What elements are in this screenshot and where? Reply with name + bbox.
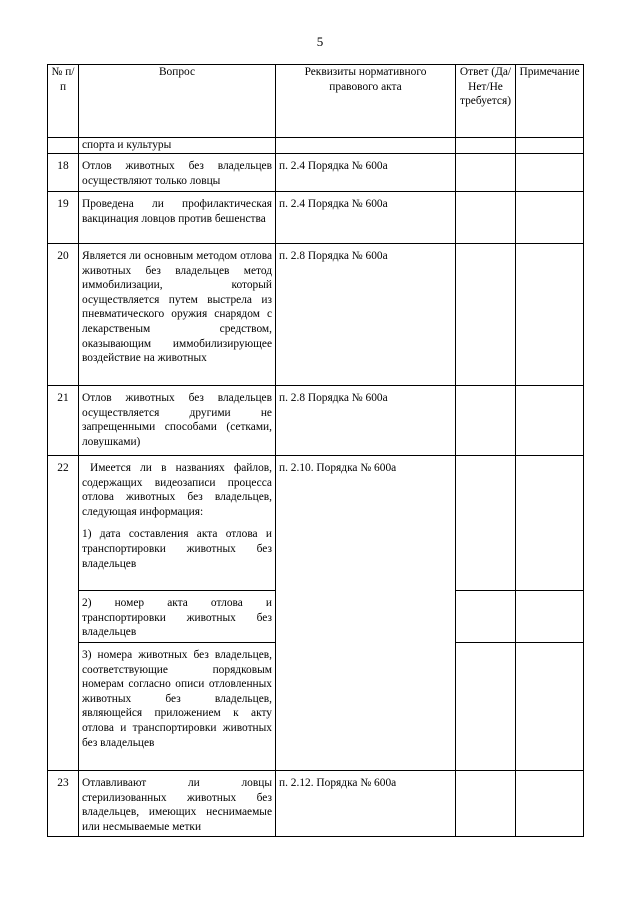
answer-cell[interactable] [456,456,516,591]
table-row [48,138,584,154]
answer-cell[interactable] [456,192,516,244]
row-reference: п. 2.4 Порядка № 600а [276,154,456,192]
row-question: Отлов животных без владельцев осуществляется другими не запрещенными способами (сетками, ловушками) [79,386,276,456]
row-num: 18 [48,154,79,192]
row-num: 21 [48,386,79,456]
row-num: 22 [48,456,79,771]
question-sub-item: 1) дата составления акта отлова и транспортировки животных без владельцев [82,528,272,570]
note-cell[interactable] [516,771,584,837]
header-note: Примечание [516,65,584,138]
note-cell[interactable] [516,643,584,771]
header-num: № п/п [48,65,79,138]
note-cell[interactable] [516,192,584,244]
question-intro: Имеется ли в названиях файлов, содержащих видеозаписи процесса отлова животных без владельцев, следующая информация: [82,462,272,518]
answer-cell[interactable] [456,643,516,771]
row-reference: п. 2.12. Порядка № 600а [276,771,456,837]
note-cell[interactable] [516,591,584,643]
row-num: 20 [48,244,79,386]
table-row [48,386,584,456]
row-reference [276,138,456,154]
note-cell[interactable] [516,386,584,456]
row-question: Является ли основным методом отлова животных без владельцев метод иммобилизации, который осуществляется путем выстрела из пневматического оружия снарядом с лекарственым средством, оказывающим иммобилизирующее воздействие на животных [79,244,276,386]
row-question: Проведена ли профилактическая вакцинация ловцов против бешенства [79,192,276,244]
row-question-continued: спорта и культуры [79,138,276,154]
row-num [48,138,79,154]
question-sub-item: 3) номера животных без владельцев, соответствующие порядковым номерам согласно описи отловленных животных без владельцев, являющейся приложением к акту отлова и транспортировки животных без владельцев [79,643,276,771]
row-num: 19 [48,192,79,244]
row-question [79,456,276,591]
answer-cell[interactable] [456,591,516,643]
row-reference: п. 2.8 Порядка № 600а [276,386,456,456]
table-header-row [48,65,584,138]
note-cell[interactable] [516,154,584,192]
table-row [48,244,584,386]
header-answer: Ответ (Да/ Нет/Не требуется) [456,65,516,138]
answer-cell[interactable] [456,771,516,837]
header-reference: Реквизиты нормативного правового акта [276,65,456,138]
row-reference: п. 2.10. Порядка № 600а [276,456,456,771]
note-cell[interactable] [516,244,584,386]
row-reference: п. 2.4 Порядка № 600а [276,192,456,244]
page-number: 5 [316,34,324,49]
note-cell[interactable] [516,138,584,154]
answer-cell[interactable] [456,154,516,192]
checklist-table [47,64,584,837]
table-row [48,154,584,192]
row-question: Отлов животных без владельцев осуществляют только ловцы [79,154,276,192]
answer-cell[interactable] [456,244,516,386]
row-reference: п. 2.8 Порядка № 600а [276,244,456,386]
question-sub-item: 2) номер акта отлова и транспортировки животных без владельцев [79,591,276,643]
answer-cell[interactable] [456,138,516,154]
table-row [48,192,584,244]
note-cell[interactable] [516,456,584,591]
header-question: Вопрос [79,65,276,138]
row-num: 23 [48,771,79,837]
table-row [48,771,584,837]
row-question: Отлавливают ли ловцы стерилизованных животных без владельцев, имеющих неснимаемые или несмываемые метки [79,771,276,837]
table-row [48,456,584,591]
answer-cell[interactable] [456,386,516,456]
